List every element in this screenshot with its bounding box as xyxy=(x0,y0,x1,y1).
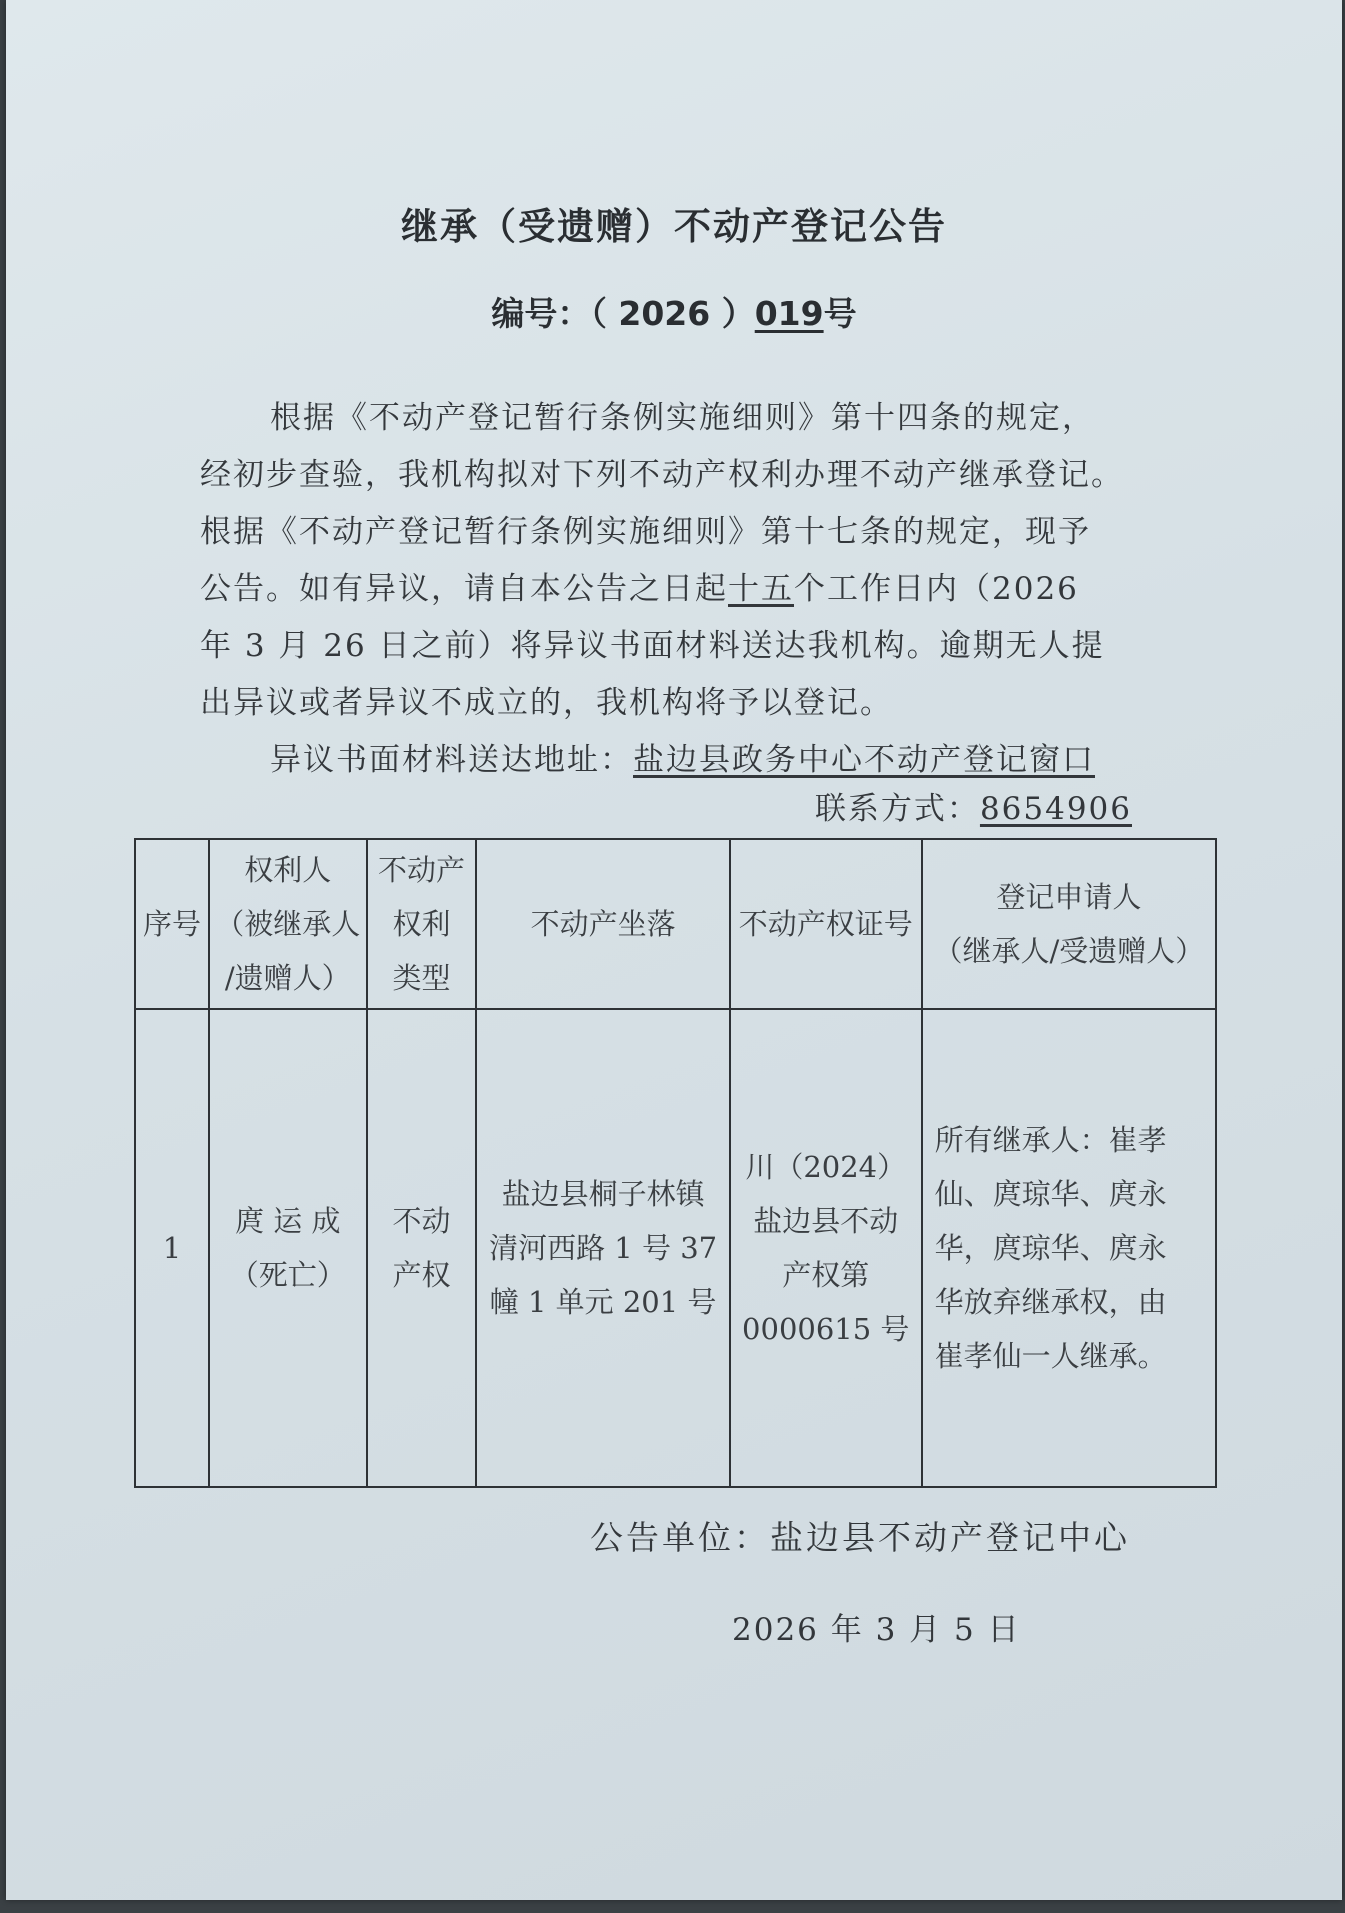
body-line-4-before: 公告。如有异议，请自本公告之日起 xyxy=(200,571,728,607)
header-location: 不动产坐落 xyxy=(476,839,729,1009)
body-line-3: 根据《不动产登记暂行条例实施细则》第十七条的规定，现予 xyxy=(200,514,1091,550)
header-applicant: 登记申请人 （继承人/受遗赠人） xyxy=(922,839,1216,1009)
body-line-4 xyxy=(200,561,1160,618)
table-row xyxy=(135,1009,1216,1487)
cell-certificate: 川（2024） 盐边县不动 产权第 0000615 号 xyxy=(730,1009,922,1487)
notice-body xyxy=(200,390,1160,789)
document-number-value: 019 xyxy=(754,294,824,333)
body-line-5: 年 3 月 26 日之前）将异议书面材料送达我机构。逾期无人提 xyxy=(200,628,1105,664)
objection-days: 十五 xyxy=(728,571,794,607)
document-number-prefix: 编号：（ 2026 ） xyxy=(491,294,755,333)
contact-line xyxy=(815,783,1132,828)
header-owner: 权利人 （被继承人 /遗赠人） xyxy=(209,839,367,1009)
cell-index: 1 xyxy=(135,1009,209,1487)
contact-label: 联系方式： xyxy=(814,791,980,827)
address-line xyxy=(200,732,1160,789)
body-line-4-after: 个工作日内（2026 xyxy=(794,571,1079,607)
address-value: 盐边县政务中心不动产登记窗口 xyxy=(633,742,1095,778)
cell-right-type: 不动 产权 xyxy=(367,1009,477,1487)
document-number-suffix: 号 xyxy=(823,294,857,333)
cell-owner: 庹 运 成 （死亡） xyxy=(209,1009,367,1487)
table-header-row xyxy=(135,839,1216,1009)
notice-title: 继承（受遗赠）不动产登记公告 xyxy=(401,205,947,248)
body-line-1: 根据《不动产登记暂行条例实施细则》第十四条的规定， xyxy=(270,400,1095,436)
cell-location: 盐边县桐子林镇 清河西路 1 号 37 幢 1 单元 201 号 xyxy=(476,1009,729,1487)
header-right-type: 不动产 权利 类型 xyxy=(367,839,477,1009)
issuer: 公告单位：盐边县不动产登记中心 xyxy=(590,1518,1130,1557)
document-number xyxy=(6,288,1342,335)
address-label: 异议书面材料送达地址： xyxy=(270,742,633,778)
header-certificate: 不动产权证号 xyxy=(730,839,922,1009)
notice-date: 2026 年 3 月 5 日 xyxy=(732,1612,1021,1648)
notice-paper xyxy=(6,0,1342,1900)
registration-table xyxy=(134,838,1217,1488)
body-line-6: 出异议或者异议不成立的，我机构将予以登记。 xyxy=(200,685,893,721)
cell-applicant: 所有继承人：崔孝 仙、庹琼华、庹永 华，庹琼华、庹永 华放弃继承权，由 崔孝仙一人继承。 xyxy=(922,1009,1216,1487)
header-index: 序号 xyxy=(135,839,209,1009)
body-line-2: 经初步查验，我机构拟对下列不动产权利办理不动产继承登记。 xyxy=(200,457,1124,493)
contact-phone: 8654906 xyxy=(979,791,1132,827)
